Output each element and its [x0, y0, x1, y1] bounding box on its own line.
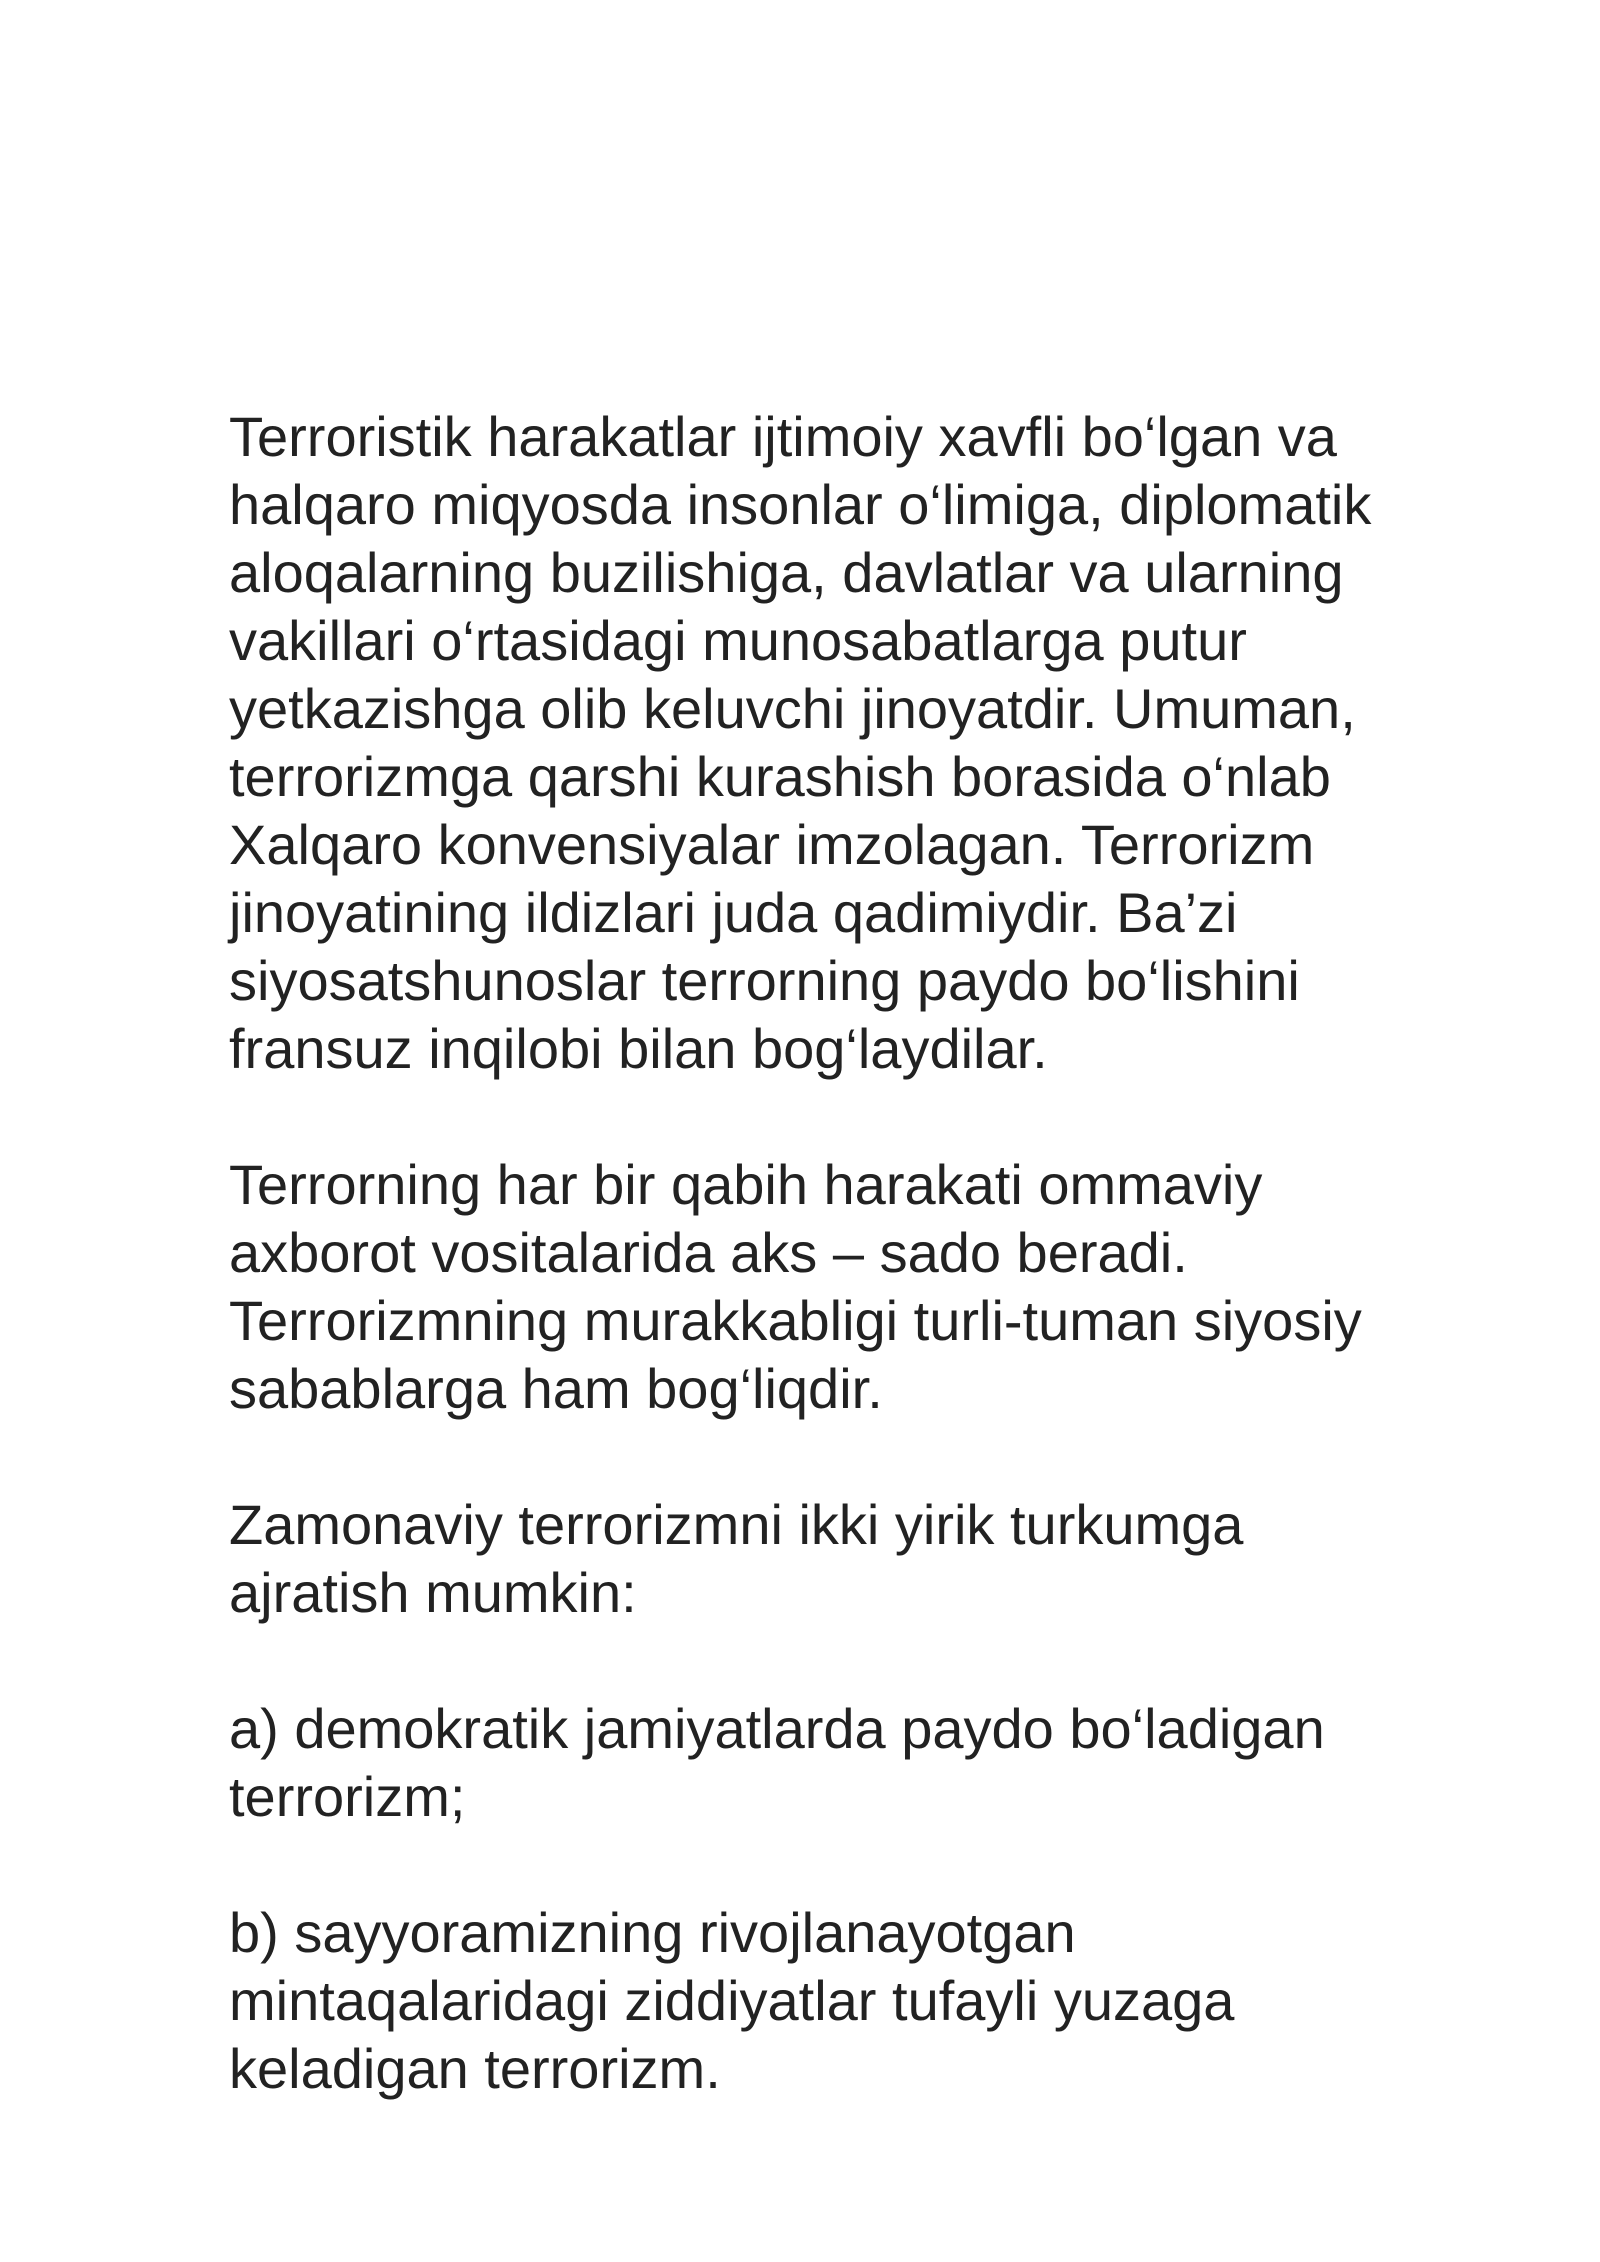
text-line: b) sayyoramizning rivojlanayotgan	[229, 1901, 1076, 1964]
text-line: axborot vositalarida aks – sado beradi.	[229, 1221, 1188, 1284]
document-body	[229, 403, 1469, 2171]
text-line: Zamonaviy terrorizmni ikki yirik turkumga	[229, 1493, 1244, 1556]
text-line: Terrorizmning murakkabligi turli-tuman siyosiy	[229, 1289, 1362, 1352]
text-line: siyosatshunoslar terrorning paydo bo‘lishini	[229, 949, 1300, 1012]
text-line: jinoyatining ildizlari juda qadimiydir. Ba’zi	[229, 881, 1238, 944]
text-line: fransuz inqilobi bilan bog‘laydilar.	[229, 1017, 1048, 1080]
text-line: terrorizmga qarshi kurashish borasida o‘nlab	[229, 745, 1331, 808]
text-line: vakillari o‘rtasidagi munosabatlarga putur	[229, 609, 1247, 672]
text-line: a) demokratik jamiyatlarda paydo bo‘ladigan	[229, 1697, 1325, 1760]
text-line: Xalqaro konvensiyalar imzolagan. Terrorizm	[229, 813, 1315, 876]
text-line: ajratish mumkin:	[229, 1561, 637, 1624]
text-line: Terroristik harakatlar ijtimoiy xavfli bo‘lgan va	[229, 405, 1337, 468]
paragraph-intro	[229, 403, 1469, 1083]
text-line: terrorizm;	[229, 1765, 466, 1828]
text-line: Terrorning har bir qabih harakati ommaviy	[229, 1153, 1263, 1216]
text-line: mintaqalaridagi ziddiyatlar tufayli yuzaga	[229, 1969, 1235, 2032]
text-line: halqaro miqyosda insonlar o‘limiga, diplomatik	[229, 473, 1372, 536]
text-line: yetkazishga olib keluvchi jinoyatdir. Umuman,	[229, 677, 1356, 740]
text-line: aloqalarning buzilishiga, davlatlar va ularning	[229, 541, 1344, 604]
list-item-b	[229, 1899, 1469, 2103]
text-line: keladigan terrorizm.	[229, 2037, 721, 2100]
list-item-a	[229, 1695, 1469, 1831]
paragraph-media	[229, 1151, 1469, 1423]
text-line: sabablarga ham bog‘liqdir.	[229, 1357, 883, 1420]
paragraph-classification	[229, 1491, 1469, 1627]
